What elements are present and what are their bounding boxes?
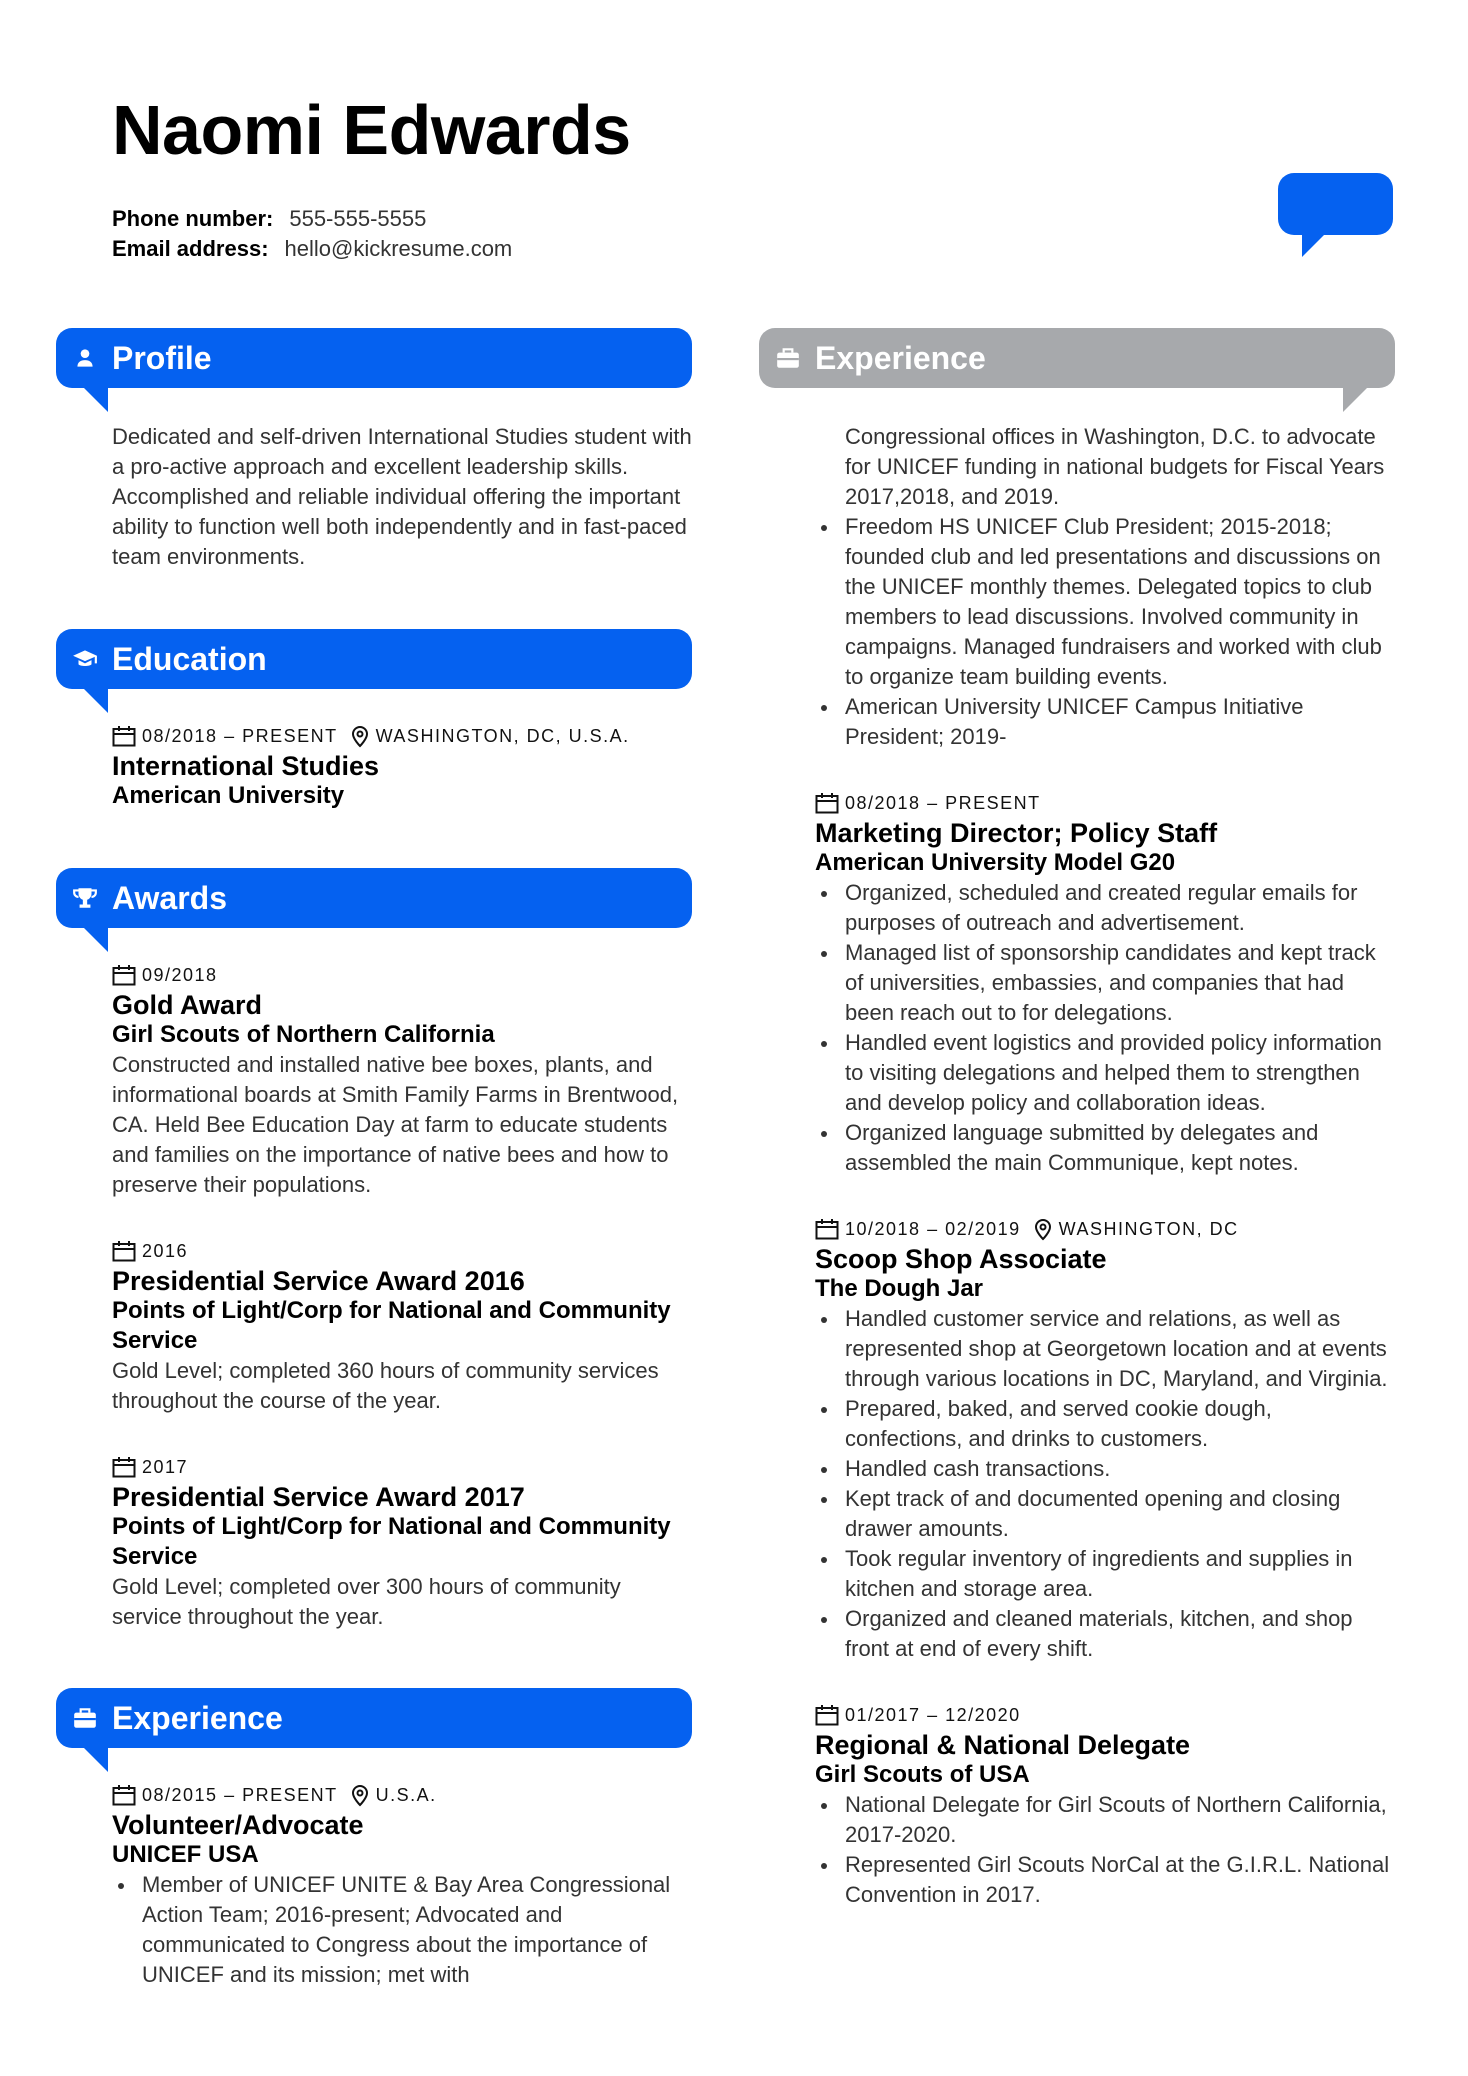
experience-title: Marketing Director; Policy Staff <box>815 818 1218 848</box>
phone-value: 555-555-5555 <box>289 206 427 231</box>
experience-bullets <box>815 878 1395 1178</box>
experience-location: WASHINGTON, DC <box>1058 1218 1239 1239</box>
experience-title: Regional & National Delegate <box>815 1730 1191 1760</box>
speech-bubble-decoration <box>1278 173 1393 235</box>
location-wrapper <box>350 1783 437 1807</box>
speech-bubble-tail <box>1302 233 1326 257</box>
header-tail <box>1343 388 1367 412</box>
experience-item <box>815 1216 1395 1664</box>
award-meta <box>112 962 692 988</box>
briefcase-icon <box>775 345 801 371</box>
education-location: WASHINGTON, DC, U.S.A. <box>375 725 630 746</box>
left-column <box>56 328 692 1990</box>
list-item: Handled cash transactions. <box>815 1454 1395 1484</box>
continuation-text: Congressional offices in Washington, D.C. to advocate for UNICEF funding in national budgets for Fiscal Years 2017,2018, and 2019. <box>845 424 1385 509</box>
award-item <box>112 962 692 1200</box>
experience-location: U.S.A. <box>375 1784 437 1805</box>
phone-label: Phone number: <box>112 206 274 231</box>
section-header-awards <box>56 868 692 928</box>
award-description: Constructed and installed native bee boxes, plants, and informational boards at Smith Family Farms in Brentwood, CA. Held Bee Education Day at farm to educate students and families on the importance of native bees and how to preserve their populations. <box>112 1052 679 1197</box>
education-date: 08/2018 – PRESENT <box>142 725 338 746</box>
calendar-icon <box>112 1784 136 1806</box>
award-meta <box>112 1454 692 1480</box>
list-item: Organized language submitted by delegates and assembled the main Communique, kept notes. <box>815 1118 1395 1178</box>
experience-company: UNICEF USA <box>112 1841 259 1868</box>
award-org: Points of Light/Corp for National and Community Service <box>112 1513 671 1570</box>
list-item: Organized, scheduled and created regular emails for purposes of outreach and advertisement. <box>815 878 1395 938</box>
list-item: Took regular inventory of ingredients and supplies in kitchen and storage area. <box>815 1544 1395 1604</box>
briefcase-icon <box>72 1705 98 1731</box>
location-wrapper <box>1033 1217 1239 1241</box>
awards-body <box>56 928 692 1632</box>
experience-title: Scoop Shop Associate <box>815 1244 1107 1274</box>
section-title: Education <box>112 640 267 677</box>
calendar-icon <box>815 1218 839 1240</box>
list-item: Handled event logistics and provided policy information to visiting delegations and helped them to strengthen and develop policy and collaboration ideas. <box>815 1028 1395 1118</box>
section-title: Experience <box>112 1699 283 1736</box>
section-header-profile <box>56 328 692 388</box>
education-school: American University <box>112 782 345 809</box>
experience-date: 10/2018 – 02/2019 <box>845 1218 1021 1239</box>
experience-bullets <box>815 1304 1395 1664</box>
list-item: Managed list of sponsorship candidates and kept track of universities, embassies, and companies that had been reach out to for delegations. <box>815 938 1395 1028</box>
trophy-icon <box>72 885 98 911</box>
experience-company: Girl Scouts of USA <box>815 1761 1030 1788</box>
award-date: 2016 <box>142 1240 189 1261</box>
list-item: Organized and cleaned materials, kitchen, and shop front at end of every shift. <box>815 1604 1395 1664</box>
location-wrapper <box>350 724 630 748</box>
experience-date: 08/2015 – PRESENT <box>142 1784 338 1805</box>
contact-info <box>112 204 512 264</box>
calendar-icon <box>815 1704 839 1726</box>
award-title: Presidential Service Award 2016 <box>112 1266 525 1296</box>
calendar-icon <box>112 1240 136 1262</box>
calendar-icon <box>112 964 136 986</box>
award-description: Gold Level; completed over 300 hours of community service throughout the year. <box>112 1574 621 1629</box>
award-date: 09/2018 <box>142 964 218 985</box>
calendar-icon <box>815 792 839 814</box>
header-tail <box>84 689 108 713</box>
calendar-icon <box>112 1456 136 1478</box>
list-item: Freedom HS UNICEF Club President; 2015-2018; founded club and led presentations and discussions on the UNICEF monthly themes. Delegated topics to club members to lead discussions. Involved community in campaigns. Managed fundraisers and worked with club to organize team building events. <box>815 512 1395 692</box>
experience-company: The Dough Jar <box>815 1275 984 1302</box>
calendar-icon <box>112 725 136 747</box>
header-tail <box>84 928 108 952</box>
map-pin-icon <box>350 1783 370 1807</box>
right-column <box>759 328 1395 1910</box>
experience-meta <box>112 1782 692 1808</box>
experience-bullets <box>112 1870 692 1990</box>
award-date: 2017 <box>142 1456 189 1477</box>
section-title: Profile <box>112 339 212 376</box>
profile-text: Dedicated and self-driven International Studies student with a pro-active approach and excellent leadership skills. Accomplished and reliable individual offering the important ability to function well both independently and in fast-paced team environments. <box>112 424 692 569</box>
map-pin-icon <box>350 724 370 748</box>
award-meta <box>112 1238 692 1264</box>
award-title: Gold Award <box>112 990 263 1020</box>
list-item: Prepared, baked, and served cookie dough, confections, and drinks to customers. <box>815 1394 1395 1454</box>
experience-meta <box>815 1216 1395 1242</box>
phone-row <box>112 204 512 234</box>
education-meta <box>112 723 692 749</box>
section-header-experience <box>56 1688 692 1748</box>
experience-left-body <box>56 1748 692 1990</box>
section-header-education <box>56 629 692 689</box>
experience-date: 01/2017 – 12/2020 <box>845 1704 1021 1725</box>
education-degree: International Studies <box>112 751 380 781</box>
list-item: Represented Girl Scouts NorCal at the G.I.R.L. National Convention in 2017. <box>815 1850 1395 1910</box>
experience-title: Volunteer/Advocate <box>112 1810 364 1840</box>
experience-meta <box>815 1702 1395 1728</box>
list-item: Kept track of and documented opening and closing drawer amounts. <box>815 1484 1395 1544</box>
award-item <box>112 1454 692 1632</box>
experience-right-body <box>759 388 1395 1910</box>
section-header-experience-continued <box>759 328 1395 388</box>
list-item: National Delegate for Girl Scouts of Northern California, 2017-2020. <box>815 1790 1395 1850</box>
education-body <box>56 689 692 811</box>
award-title: Presidential Service Award 2017 <box>112 1482 525 1512</box>
list-item: Member of UNICEF UNITE & Bay Area Congressional Action Team; 2016-present; Advocated and communicated to Congress about the importance of UNICEF and its mission; met with <box>112 1870 692 1990</box>
experience-meta <box>815 790 1395 816</box>
email-label: Email address: <box>112 236 269 261</box>
graduation-cap-icon <box>72 646 98 672</box>
experience-company: American University Model G20 <box>815 849 1176 876</box>
experience-bullets <box>815 1790 1395 1910</box>
award-org: Girl Scouts of Northern California <box>112 1021 495 1048</box>
candidate-name: Naomi Edwards <box>112 91 631 169</box>
award-description: Gold Level; completed 360 hours of community services throughout the course of the year. <box>112 1358 659 1413</box>
award-org: Points of Light/Corp for National and Community Service <box>112 1297 671 1354</box>
email-value: hello@kickresume.com <box>284 236 513 261</box>
email-row <box>112 234 512 264</box>
user-icon <box>72 345 98 371</box>
header-tail <box>84 1748 108 1772</box>
list-item: American University UNICEF Campus Initiative President; 2019- <box>815 692 1395 752</box>
experience-item <box>815 1702 1395 1910</box>
continuation-bullets <box>815 512 1395 752</box>
experience-item <box>815 790 1395 1178</box>
section-title: Experience <box>815 339 986 376</box>
profile-body <box>56 388 692 572</box>
list-item: Handled customer service and relations, as well as represented shop at Georgetown location and at events through various locations in DC, Maryland, and Virginia. <box>815 1304 1395 1394</box>
award-item <box>112 1238 692 1416</box>
header-tail <box>84 388 108 412</box>
experience-date: 08/2018 – PRESENT <box>845 792 1041 813</box>
map-pin-icon <box>1033 1217 1053 1241</box>
section-title: Awards <box>112 879 228 916</box>
